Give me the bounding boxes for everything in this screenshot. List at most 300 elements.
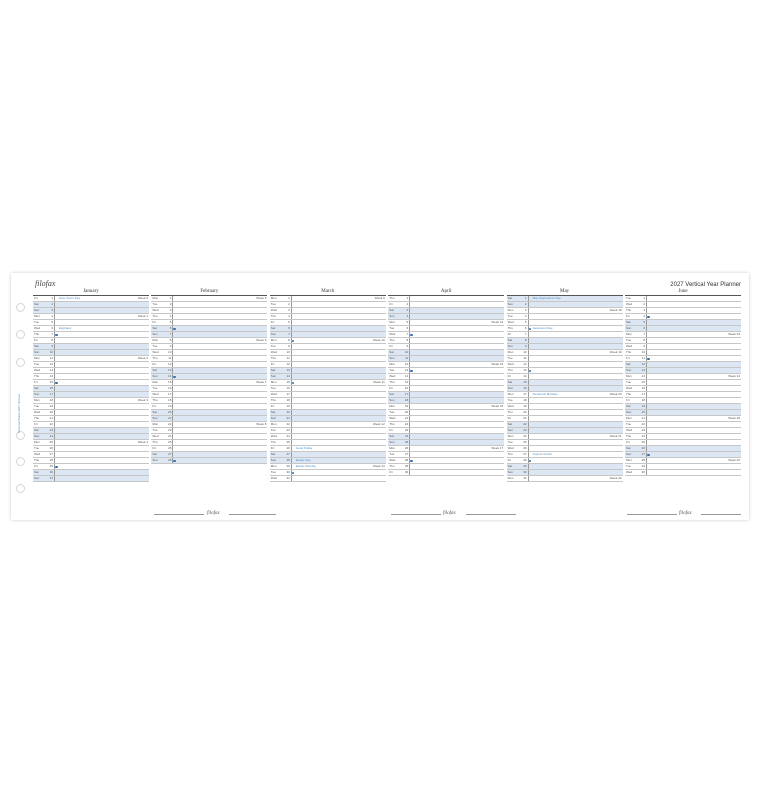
footer-brand: filofax [207, 511, 220, 516]
day-number: 1 [288, 296, 290, 300]
day-number: 20 [168, 410, 172, 414]
weekday-label: Sun [152, 374, 158, 378]
day-number: 11 [523, 356, 527, 360]
column-divider [172, 308, 173, 313]
week-number: Week 20 [609, 392, 622, 396]
weekday-label: Fri [389, 428, 393, 432]
day-number: 26 [286, 446, 290, 450]
day-number: 14 [641, 374, 645, 378]
weekday-label: Fri [270, 362, 275, 366]
day-number: 27 [286, 452, 290, 456]
weekday-label: Sun [626, 326, 632, 330]
day-number: 11 [405, 356, 409, 360]
column-divider [646, 338, 647, 343]
day-number: 16 [49, 386, 53, 390]
weekday-label: Sat [626, 404, 631, 408]
day-row[interactable] [507, 476, 623, 482]
column-divider [54, 446, 55, 451]
weekday-label: Thu [34, 374, 40, 378]
day-number: 6 [288, 326, 290, 330]
moon-phase-icon [173, 376, 176, 379]
week-number: Week 23 [728, 332, 740, 336]
weekday-label: Sun [270, 458, 277, 462]
weekday-label: Fri [507, 416, 512, 420]
day-number: 3 [406, 308, 409, 312]
day-number: 15 [49, 380, 53, 384]
column-divider [646, 296, 647, 301]
footer-rule [229, 514, 276, 515]
column-divider [54, 374, 55, 379]
moon-phase-icon [173, 460, 176, 463]
column-divider [172, 416, 173, 421]
day-number: 5 [169, 320, 172, 324]
day-number: 15 [641, 380, 645, 384]
weekday-label: Mon [270, 380, 277, 384]
weekday-label: Wed [34, 452, 41, 456]
weekday-label: Tue [389, 326, 395, 330]
day-number: 30 [286, 470, 290, 474]
column-divider [528, 404, 529, 409]
moon-phase-icon [647, 454, 650, 457]
column-divider [409, 296, 410, 301]
day-number: 11 [641, 356, 645, 360]
week-number: Week 24 [728, 374, 740, 378]
column-divider [291, 422, 292, 427]
day-number: 16 [404, 386, 409, 390]
month-header: June [625, 289, 741, 296]
day-number: 25 [168, 440, 172, 444]
week-number: Week 5 [256, 296, 267, 300]
holiday-label: Easter Day [295, 458, 311, 462]
weekday-label: Sun [34, 350, 40, 354]
weekday-label: Sun [507, 470, 513, 474]
weekday-label: Wed [152, 434, 159, 438]
day-number: 8 [524, 338, 527, 342]
moon-phase-icon [292, 382, 295, 385]
day-number: 11 [49, 356, 53, 360]
day-number: 12 [404, 362, 409, 366]
column-divider [172, 398, 173, 403]
day-number: 23 [286, 428, 290, 432]
day-number: 2 [169, 302, 172, 306]
moon-phase-icon [292, 340, 295, 343]
day-number: 16 [168, 386, 172, 390]
day-number: 29 [523, 464, 527, 468]
footer-brand: filofax [679, 511, 692, 516]
weekday-label: Tue [389, 368, 395, 372]
week-number: Week 10 [373, 338, 385, 342]
holiday-label: Corpus Christi [532, 452, 552, 456]
day-number: 28 [49, 458, 53, 462]
column-divider [646, 446, 647, 451]
week-number: Week 6 [256, 338, 267, 342]
weekday-label: Wed [34, 368, 41, 372]
column-divider [54, 398, 55, 403]
day-number: 23 [404, 428, 409, 432]
day-number: 27 [641, 452, 645, 456]
column-divider [528, 302, 529, 307]
month-column-january [33, 289, 149, 482]
column-divider [291, 410, 292, 415]
weekday-label: Thu [626, 308, 632, 312]
column-divider [409, 446, 410, 451]
column-divider [54, 410, 55, 415]
day-number: 4 [643, 314, 645, 318]
day-number: 7 [288, 332, 290, 336]
day-number: 30 [404, 470, 409, 474]
column-divider [528, 440, 529, 445]
column-divider [172, 344, 173, 349]
week-number: Week 1 [137, 314, 148, 318]
column-divider [172, 434, 173, 439]
column-divider [172, 422, 173, 427]
weekday-label: Thu [389, 422, 395, 426]
weekday-label: Sat [389, 350, 394, 354]
weekday-label: Sat [507, 380, 513, 384]
weekday-label: Tue [507, 440, 513, 444]
column-divider [409, 302, 410, 307]
footer-rule [154, 514, 204, 515]
weekday-label: Mon [270, 464, 277, 468]
weekday-label: Wed [626, 302, 633, 306]
day-number: 3 [288, 308, 290, 312]
planner-sheet [11, 273, 749, 520]
weekday-label: Fri [34, 296, 38, 300]
moon-phase-icon [529, 460, 532, 463]
day-number: 23 [641, 428, 645, 432]
moon-phase-icon [410, 334, 413, 337]
day-number: 2 [643, 302, 645, 306]
column-divider [291, 308, 292, 313]
day-number: 31 [523, 476, 527, 480]
weekday-label: Sun [626, 452, 632, 456]
weekday-label: Tue [389, 410, 395, 414]
weekday-label: Mon [626, 458, 632, 462]
weekday-label: Mon [626, 332, 632, 336]
day-number: 17 [286, 392, 290, 396]
day-number: 20 [523, 410, 527, 414]
day-number: 30 [641, 470, 645, 474]
weekday-label: Sat [626, 446, 631, 450]
weekday-label: Sat [152, 410, 157, 414]
column-divider [172, 332, 173, 337]
weekday-label: Fri [152, 320, 156, 324]
weekday-label: Fri [34, 338, 38, 342]
column-divider [409, 398, 410, 403]
weekday-label: Mon [152, 296, 159, 300]
week-number: Week 11 [373, 380, 385, 384]
day-number: 6 [643, 326, 645, 330]
column-divider [528, 416, 529, 421]
day-number: 25 [49, 440, 53, 444]
column-divider [409, 338, 410, 343]
column-divider [54, 422, 55, 427]
day-number: 25 [286, 440, 290, 444]
weekday-label: Wed [626, 428, 633, 432]
holiday-label: May Day/Labour Day [532, 296, 561, 300]
weekday-label: Tue [626, 296, 632, 300]
day-number: 10 [286, 350, 290, 354]
column-divider [54, 428, 55, 433]
moon-phase-icon [410, 460, 413, 463]
day-number: 27 [523, 452, 527, 456]
month-column-february [151, 289, 267, 464]
column-divider [291, 440, 292, 445]
column-divider [528, 344, 529, 349]
day-number: 23 [168, 428, 172, 432]
column-divider [172, 314, 173, 319]
day-number: 28 [641, 458, 645, 462]
column-divider [54, 368, 55, 373]
weekday-label: Tue [389, 452, 395, 456]
day-number: 5 [524, 320, 527, 324]
weekday-label: Tue [34, 446, 40, 450]
weekday-label: Sat [507, 338, 513, 342]
column-divider [409, 356, 410, 361]
day-number: 19 [641, 404, 645, 408]
weekday-label: Wed [152, 350, 159, 354]
weekday-label: Fri [270, 404, 275, 408]
column-divider [54, 434, 55, 439]
column-divider [172, 386, 173, 391]
weekday-label: Wed [626, 386, 633, 390]
day-number: 1 [51, 296, 53, 300]
column-divider [646, 380, 647, 385]
day-number: 8 [406, 338, 409, 342]
weekday-label: Mon [152, 338, 159, 342]
column-divider [528, 470, 529, 475]
day-number: 15 [404, 380, 409, 384]
column-divider [291, 476, 292, 481]
column-divider [646, 428, 647, 433]
day-row[interactable] [388, 470, 504, 476]
day-number: 9 [288, 344, 290, 348]
week-number: Week 19 [609, 350, 622, 354]
day-number: 28 [523, 458, 527, 462]
column-divider [646, 374, 647, 379]
day-row[interactable] [625, 470, 741, 476]
column-divider [528, 350, 529, 355]
column-divider [646, 458, 647, 463]
weekday-label: Mon [270, 338, 277, 342]
day-row[interactable] [270, 476, 386, 482]
weekday-label: Tue [626, 464, 632, 468]
column-divider [409, 326, 410, 331]
day-number: 3 [169, 308, 172, 312]
day-number: 14 [49, 374, 53, 378]
column-divider [528, 422, 529, 427]
day-number: 24 [286, 434, 290, 438]
weekday-label: Tue [507, 314, 513, 318]
column-divider [409, 470, 410, 475]
weekday-label: Sun [389, 440, 395, 444]
month-header: May [507, 289, 623, 296]
page-title: 2027 Vertical Year Planner [670, 282, 741, 288]
day-number: 18 [523, 398, 527, 402]
weekday-label: Fri [389, 344, 393, 348]
weekday-label: Thu [270, 440, 276, 444]
day-number: 5 [51, 320, 53, 324]
month-header: March [270, 289, 386, 296]
day-number: 19 [49, 404, 53, 408]
week-number: Week 17 [491, 446, 504, 450]
weekday-label: Sun [270, 416, 277, 420]
weekday-label: Mon [34, 356, 40, 360]
weekday-label: Fri [270, 446, 275, 450]
column-divider [409, 374, 410, 379]
month-column-june [625, 289, 741, 476]
weekday-label: Thu [152, 314, 158, 318]
column-divider [54, 320, 55, 325]
day-number: 24 [168, 434, 172, 438]
day-number: 3 [643, 308, 645, 312]
day-number: 13 [168, 368, 172, 372]
weekday-label: Thu [270, 356, 276, 360]
day-number: 5 [288, 320, 290, 324]
column-divider [291, 416, 292, 421]
weekday-label: Wed [389, 332, 396, 336]
weekday-label: Thu [34, 416, 40, 420]
weekday-label: Thu [507, 410, 513, 414]
column-divider [409, 410, 410, 415]
column-divider [528, 362, 529, 367]
column-divider [172, 338, 173, 343]
weekday-label: Thu [152, 398, 158, 402]
column-divider [291, 452, 292, 457]
day-number: 18 [168, 398, 172, 402]
weekday-label: Sat [507, 422, 513, 426]
weekday-label: Fri [270, 320, 275, 324]
column-divider [528, 392, 529, 397]
moon-phase-icon [292, 472, 295, 475]
column-divider [409, 440, 410, 445]
day-row[interactable] [151, 458, 267, 464]
column-divider [172, 446, 173, 451]
weekday-label: Fri [626, 314, 630, 318]
column-divider [528, 380, 529, 385]
weekday-label: Wed [270, 476, 277, 480]
weekday-label: Sun [626, 368, 632, 372]
punch-hole [16, 358, 25, 367]
day-number: 1 [406, 296, 409, 300]
week-number: Week 13 [373, 464, 385, 468]
weekday-label: Fri [507, 374, 512, 378]
day-number: 20 [641, 410, 645, 414]
day-number: 29 [286, 464, 290, 468]
week-number: Week 9 [374, 296, 385, 300]
day-number: 23 [523, 428, 527, 432]
column-divider [172, 380, 173, 385]
column-divider [528, 410, 529, 415]
column-divider [528, 308, 529, 313]
day-number: 9 [169, 344, 172, 348]
weekday-label: Thu [270, 314, 276, 318]
day-number: 20 [49, 410, 53, 414]
column-divider [528, 374, 529, 379]
column-divider [291, 398, 292, 403]
weekday-label: Mon [389, 404, 396, 408]
day-row[interactable] [33, 476, 149, 482]
punch-hole [16, 457, 25, 466]
day-number: 28 [286, 458, 290, 462]
weekday-label: Sat [507, 464, 513, 468]
day-number: 10 [641, 350, 645, 354]
day-number: 1 [169, 296, 172, 300]
day-number: 12 [286, 362, 290, 366]
weekday-label: Wed [152, 308, 159, 312]
day-number: 30 [49, 470, 53, 474]
day-number: 7 [524, 332, 527, 336]
column-divider [528, 320, 529, 325]
day-number: 20 [404, 410, 409, 414]
column-divider [409, 308, 410, 313]
day-number: 9 [524, 344, 527, 348]
day-number: 6 [406, 326, 409, 330]
weekday-label: Tue [270, 344, 276, 348]
footer-rule [466, 514, 516, 515]
day-number: 15 [523, 380, 527, 384]
day-number: 15 [286, 380, 290, 384]
weekday-label: Wed [389, 374, 396, 378]
weekday-label: Sat [34, 344, 39, 348]
moon-phase-icon [55, 334, 58, 337]
week-number: Week 22 [609, 476, 622, 480]
day-number: 30 [523, 470, 527, 474]
day-number: 21 [641, 416, 645, 420]
month-column-march [270, 289, 386, 482]
weekday-label: Mon [34, 440, 40, 444]
column-divider [646, 404, 647, 409]
week-number: Week 25 [728, 416, 740, 420]
holiday-label: Epiphany [59, 326, 72, 330]
moon-phase-icon [173, 328, 176, 331]
column-divider [646, 392, 647, 397]
day-number: 1 [643, 296, 645, 300]
weekday-label: Sun [507, 386, 513, 390]
weekday-label: Sun [34, 308, 40, 312]
column-divider [291, 458, 292, 463]
moon-phase-icon [647, 358, 650, 361]
brand-logo: filofax [35, 279, 56, 288]
day-number: 5 [406, 320, 409, 324]
day-number: 31 [49, 476, 53, 480]
column-divider [646, 464, 647, 469]
weekday-label: Thu [270, 398, 276, 402]
weekday-label: Thu [626, 392, 632, 396]
column-divider [54, 344, 55, 349]
day-number: 6 [51, 326, 53, 330]
moon-phase-icon [529, 328, 532, 331]
column-divider [528, 398, 529, 403]
day-number: 20 [286, 410, 290, 414]
day-number: 23 [49, 428, 53, 432]
weekday-label: Sun [389, 398, 395, 402]
column-divider [172, 404, 173, 409]
day-number: 29 [404, 464, 409, 468]
column-divider [291, 350, 292, 355]
weekday-label: Sat [389, 308, 394, 312]
column-divider [54, 386, 55, 391]
weekday-label: Thu [389, 338, 395, 342]
day-number: 7 [643, 332, 645, 336]
weekday-label: Wed [270, 308, 277, 312]
day-number: 3 [51, 308, 53, 312]
weekday-label: Thu [507, 368, 513, 372]
weekday-label: Tue [34, 320, 40, 324]
weekday-label: Sun [34, 392, 40, 396]
week-number: Week 2 [137, 356, 148, 360]
side-caption: Personal filofax 2027 Vertical [17, 394, 21, 433]
